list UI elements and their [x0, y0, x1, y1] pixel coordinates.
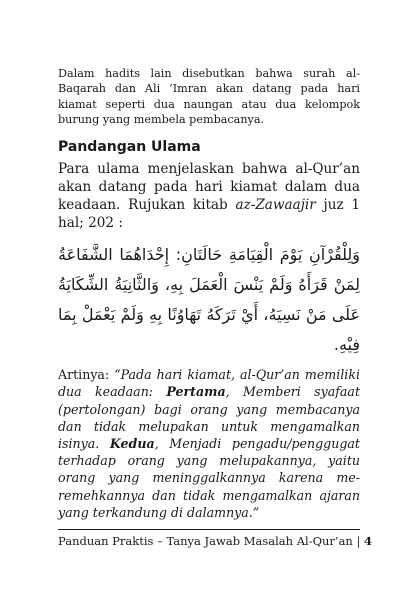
- scholars-paragraph-main: Para ulama menjelaskan bahwa al-Qur’an akan datang pada hari kiamat dalam dua keadaan. Rujukan kitab: [58, 161, 360, 214]
- arabic-quote: وَلِلْقُرْآنِ يَوْمَ الْقِيَامَةِ حَالَتَانِ: إِحْدَاهُمَا الشَّفَاعَةُ لِمَنْ قَرَأَهُ وَلَمْ يَنْسَ الْعَمَلَ بِهِ، وَالثَّانِيَةُ الشِّكَايَةُ عَلَى مَنْ نَسِيَهُ، أَيْ تَرَكَهُ تَهَاوُنًا بِهِ وَلَمْ يَعْمَلْ بِمَا فِيْهِ.: [58, 245, 360, 355]
- translation-label: Artinya:: [58, 367, 115, 383]
- book-title: az-Zawaajir: [235, 197, 316, 214]
- page-body: [58, 66, 360, 521]
- page-footer: [58, 529, 373, 548]
- section-heading: Pandangan Ulama: [58, 139, 201, 156]
- intro-paragraph: Dalam hadits lain disebutkan bahwa surah al-Baqarah dan Ali ‘Imran akan datang pada hari kiamat seperti dua naungan atau dua kelompok burung yang membela pembacanya.: [58, 67, 360, 126]
- translation-first-word: Pertama: [166, 384, 226, 400]
- translation-part1: “Pada hari kiamat, al-Qur’an memiliki dua keadaan:: [58, 367, 360, 400]
- translation-second-word: Kedua: [109, 436, 155, 451]
- page-number: 4: [364, 534, 373, 548]
- translation-part3: , Menjadi pengadu/penggugat terhadap orang yang melupakannya, yaitu orang yang meninggalkannya karena me-remehkannya dan tidak mengamalkan ajaran yang terkandung di dalamnya.”: [58, 436, 360, 520]
- translation-part2: , Memberi syafaat (pertolongan) bagi orang yang membacanya dan tidak melupakan untuk mengamalkan isinya.: [58, 384, 360, 451]
- scholars-paragraph: [58, 160, 360, 232]
- scholars-paragraph-tail: juz 1 hal; 202 :: [58, 197, 360, 232]
- footer-text: Panduan Praktis – Tanya Jawab Masalah Al-Qur’an |: [58, 534, 365, 548]
- translation-paragraph: [58, 366, 360, 521]
